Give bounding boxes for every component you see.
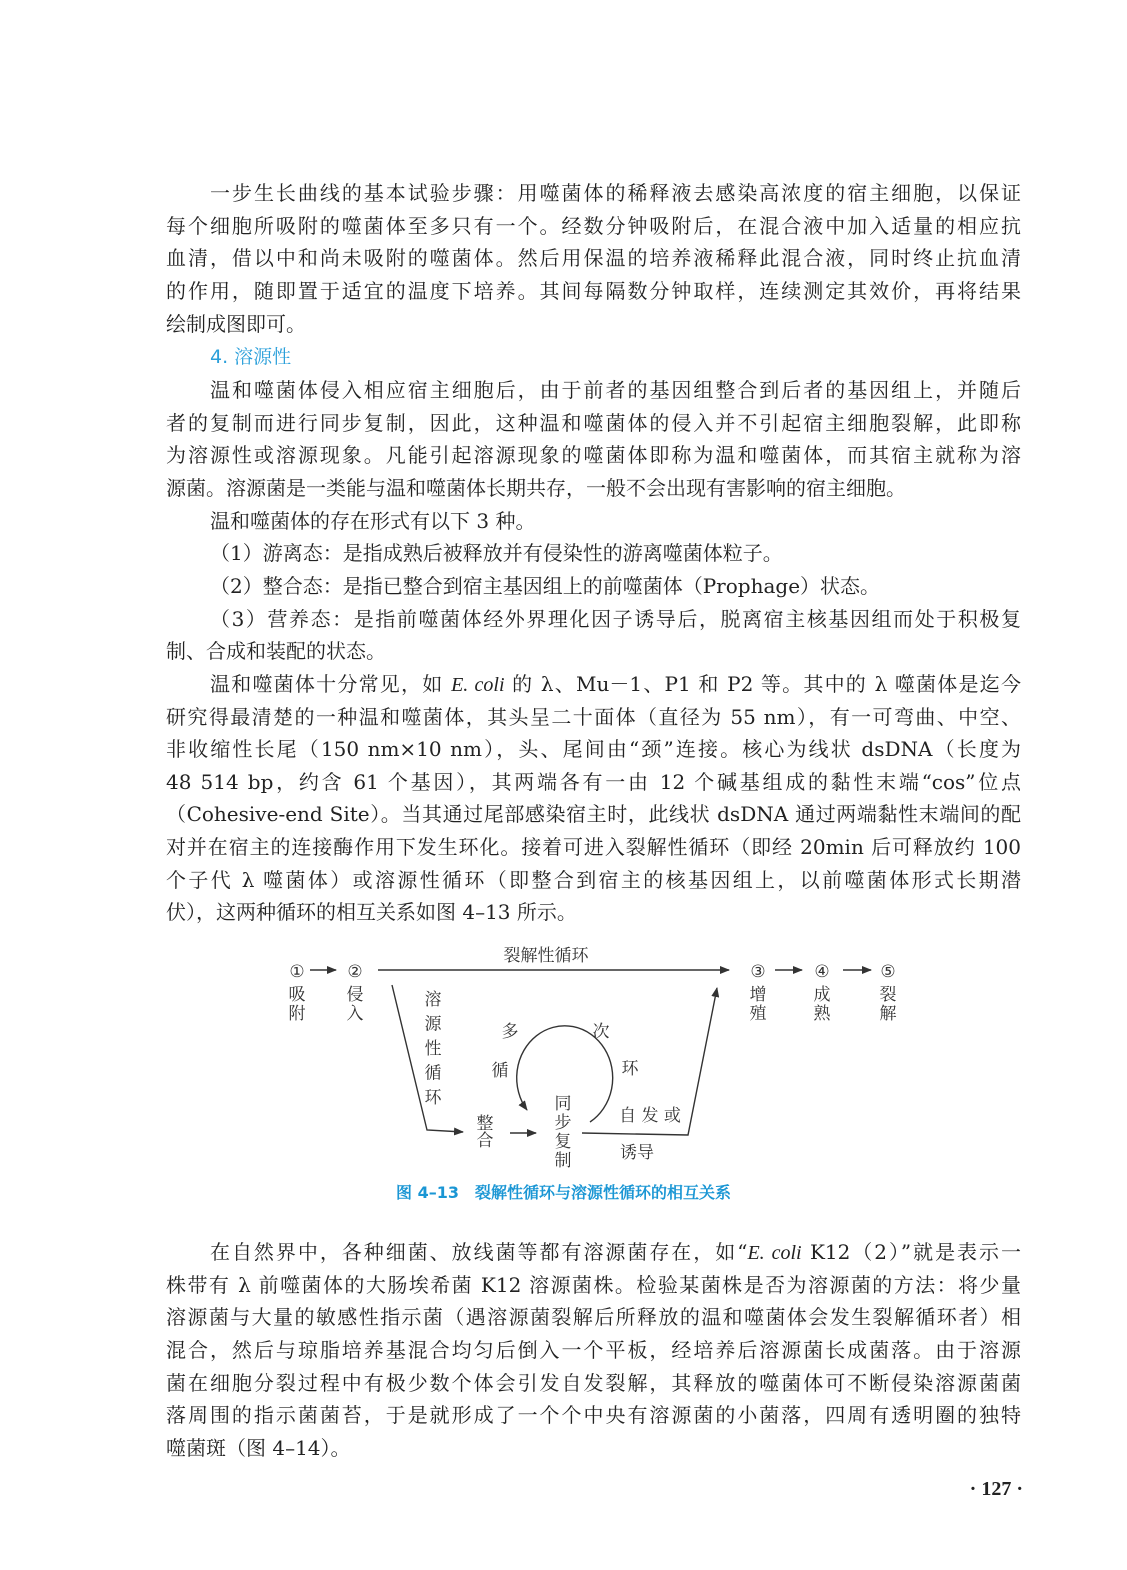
figure-caption: 图 4–13 裂解性循环与溶源性循环的相互关系 xyxy=(396,1183,731,1202)
text-line xyxy=(166,1399,1021,1431)
text-line xyxy=(166,472,1021,504)
step-label: 殖 xyxy=(749,1004,767,1024)
step-label: 解 xyxy=(879,1004,897,1024)
page-number: · 127 · xyxy=(969,1478,1023,1500)
text-line xyxy=(166,1269,1021,1301)
species-name: E. coli xyxy=(747,1242,802,1264)
text-segment: 株带有 λ 前噬菌体的大肠埃希菌 K12 溶源菌株。检验某菌株是否为溶源菌的方法：将少量 xyxy=(166,1272,1021,1297)
text-segment: 的 λ、Mu－1、P1 和 P2 等。其中的 λ 噬菌体是迄今 xyxy=(504,671,1021,696)
lysogenic-cycle-label: 溶 xyxy=(424,990,442,1010)
sync-replication-label: 同 xyxy=(554,1094,572,1114)
text-line xyxy=(166,1432,1021,1464)
sync-replication-label: 步 xyxy=(554,1113,572,1133)
text-line xyxy=(166,210,1021,242)
text-segment: （1）游离态：是指成熟后被释放并有侵染性的游离噬菌体粒子。 xyxy=(210,541,783,566)
text-segment: （3）营养态：是指前噬菌体经外界理化因子诱导后，脱离宿主核基因组而处于积极复 xyxy=(210,606,1021,631)
text-segment: 绘制成图即可。 xyxy=(166,311,306,336)
step-label: 增 xyxy=(749,985,767,1005)
text-line xyxy=(210,1236,1021,1268)
lytic-lysogenic-cycle-diagram xyxy=(270,935,910,1175)
text-segment: 伏），这两种循环的相互关系如图 4–13 所示。 xyxy=(166,900,577,925)
text-segment: 每个细胞所吸附的噬菌体至多只有一个。经数分钟吸附后，在混合液中加入适量的相应抗 xyxy=(166,213,1021,238)
text-line xyxy=(210,537,1021,569)
sync-replication-label: 制 xyxy=(554,1151,572,1171)
spontaneous-label: 自 发 或 xyxy=(619,1106,681,1126)
text-line xyxy=(210,505,1021,537)
species-name: E. coli xyxy=(451,673,505,696)
step-number: ⑤ xyxy=(880,962,896,982)
text-line xyxy=(166,275,1021,307)
multi-cycle-label: 多 xyxy=(501,1022,519,1042)
multi-cycle-label: 次 xyxy=(592,1022,610,1042)
text-segment: 非收缩性长尾（150 nm×10 nm），头、尾间由“颈”连接。核心为线状 dsDNA（长度为 xyxy=(166,737,1021,762)
text-line xyxy=(210,668,1021,700)
multi-cycle-label: 循 xyxy=(491,1061,509,1081)
step-number: ④ xyxy=(814,962,830,982)
lysogenic-cycle-label: 源 xyxy=(424,1014,442,1035)
text-segment: 温和噬菌体十分常见，如 xyxy=(210,671,452,696)
multi-cycle-label: 环 xyxy=(621,1059,639,1079)
text-segment: 研究得最清楚的一种温和噬菌体，其头呈二十面体（直径为 55 nm），有一可弯曲、中空、 xyxy=(166,704,1021,729)
text-segment: （Cohesive-end Site）。当其通过尾部感染宿主时，此线状 dsDNA 通过两端黏性末端间的配 xyxy=(166,802,1021,827)
integrate-label: 合 xyxy=(476,1131,494,1151)
step-label: 入 xyxy=(346,1004,364,1024)
text-segment: 在自然界中，各种细菌、放线菌等都有溶源菌存在，如“ xyxy=(210,1240,748,1264)
step-number: ③ xyxy=(750,962,766,982)
text-segment: 48 514 bp，约含 61 个基因），其两端各有一由 12 个碱基组成的黏性末端“cos”位点 xyxy=(166,769,1021,794)
lysogenic-cycle-label: 性 xyxy=(424,1039,442,1059)
section-heading: 4. 溶源性 xyxy=(210,346,292,368)
step-label: 裂 xyxy=(879,985,897,1005)
text-segment: 菌在细胞分裂过程中有极少数个体会引发自发裂解，其释放的噬菌体可不断侵染溶源菌菌 xyxy=(166,1370,1021,1395)
text-segment: 者的复制而进行同步复制，因此，这种温和噬菌体的侵入并不引起宿主细胞裂解，此即称 xyxy=(166,410,1021,435)
integrate-label: 整 xyxy=(476,1114,494,1134)
text-line xyxy=(166,831,1021,863)
text-line xyxy=(166,308,1021,340)
text-line xyxy=(210,603,1021,635)
text-segment: 制、合成和装配的状态。 xyxy=(166,639,386,664)
text-segment: 为溶源性或溶源现象。凡能引起溶源现象的噬菌体即称为温和噬菌体，而其宿主就称为溶 xyxy=(166,443,1021,468)
text-line xyxy=(166,439,1021,471)
text-line xyxy=(166,896,1021,928)
text-line xyxy=(210,177,1021,209)
step-number: ① xyxy=(289,962,305,982)
text-line xyxy=(166,1367,1021,1399)
text-segment: 血清，借以中和尚未吸附的噬菌体。然后用保温的培养液稀释此混合液，同时终止抗血清 xyxy=(166,246,1021,271)
sync-replication-label: 复 xyxy=(554,1132,572,1152)
step-label: 侵 xyxy=(346,985,364,1005)
text-line xyxy=(166,733,1021,765)
step-label: 吸 xyxy=(288,985,306,1005)
text-segment: 温和噬菌体侵入相应宿主细胞后，由于前者的基因组整合到后者的基因组上，并随后 xyxy=(210,378,1021,402)
step-number: ② xyxy=(347,962,363,982)
text-segment: 温和噬菌体的存在形式有以下 3 种。 xyxy=(210,508,536,533)
text-segment: 一步生长曲线的基本试验步骤：用噬菌体的稀释液去感染高浓度的宿主细胞，以保证 xyxy=(210,181,1021,205)
text-segment: K12（2）”就是表示一 xyxy=(801,1240,1021,1264)
text-line xyxy=(210,374,1021,406)
text-line xyxy=(166,798,1021,830)
text-segment: 溶源菌与大量的敏感性指示菌（遇溶源菌裂解后所释放的温和噬菌体会发生裂解循环者）相 xyxy=(166,1305,1021,1330)
text-line xyxy=(166,242,1021,274)
step-label: 成 xyxy=(813,985,831,1005)
text-line xyxy=(166,407,1021,439)
lytic-cycle-label: 裂解性循环 xyxy=(503,946,589,966)
text-segment: 个子代 λ 噬菌体）或溶源性循环（即整合到宿主的核基因组上，以前噬菌体形式长期潜 xyxy=(166,867,1021,892)
text-line xyxy=(166,701,1021,733)
text-line xyxy=(210,570,1021,602)
text-line xyxy=(166,635,1021,667)
text-segment: 源菌。溶源菌是一类能与温和噬菌体长期共存，一般不会出现有害影响的宿主细胞。 xyxy=(166,475,906,500)
step-label: 附 xyxy=(288,1004,306,1024)
text-line xyxy=(166,766,1021,798)
lysogenic-cycle-label: 环 xyxy=(424,1088,442,1108)
text-segment: 的作用，随即置于适宜的温度下培养。其间每隔数分钟取样，连续测定其效价，再将结果 xyxy=(166,278,1021,303)
text-segment: （2）整合态：是指已整合到宿主基因组上的前噬菌体（Prophage）状态。 xyxy=(210,573,881,598)
induced-label: 诱导 xyxy=(620,1143,654,1163)
lysogenic-cycle-label: 循 xyxy=(424,1063,442,1084)
text-line xyxy=(166,1301,1021,1333)
step-label: 熟 xyxy=(813,1004,831,1024)
text-segment: 落周围的指示菌菌苔，于是就形成了一个个中央有溶源菌的小菌落，四周有透明圈的独特 xyxy=(166,1403,1021,1428)
text-line xyxy=(166,1334,1021,1366)
text-line xyxy=(166,864,1021,896)
text-segment: 噬菌斑（图 4–14）。 xyxy=(166,1435,351,1460)
text-segment: 混合，然后与琼脂培养基混合均匀后倒入一个平板，经培养后溶源菌长成菌落。由于溶源 xyxy=(166,1337,1021,1362)
text-segment: 对并在宿主的连接酶作用下发生环化。接着可进入裂解性循环（即经 20min 后可释放约 100 xyxy=(166,835,1021,860)
